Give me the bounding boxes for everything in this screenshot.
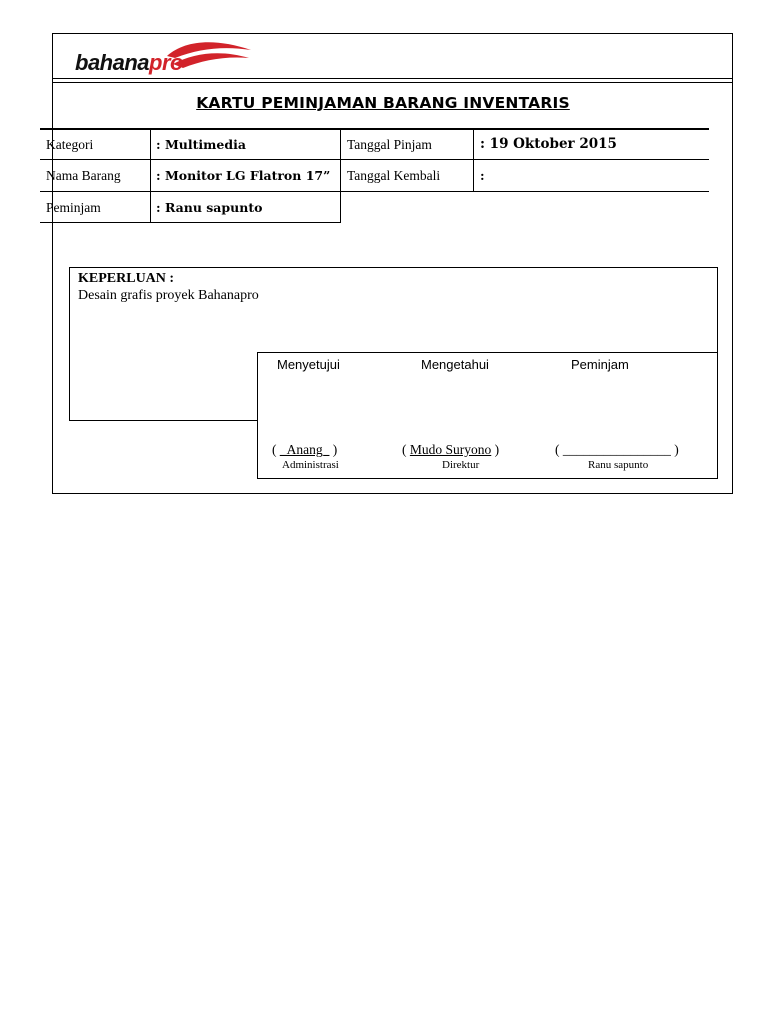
kategori-value: : Multimedia (156, 137, 246, 152)
table-column-divider (150, 129, 151, 222)
signature-heading-peminjam: Peminjam (571, 357, 629, 372)
tanggal-kembali-value: : (480, 168, 485, 183)
signature-role-administrasi: Administrasi (282, 459, 339, 471)
signature-blank: ________________ (562, 442, 671, 457)
logo-text (75, 50, 183, 76)
paren-open: ( (555, 442, 563, 457)
header-divider (53, 78, 733, 79)
tanggal-pinjam-label: Tanggal Pinjam (347, 137, 432, 152)
table-row-divider (40, 159, 709, 160)
table-top-border (40, 128, 709, 130)
header-divider (53, 82, 733, 83)
nama-barang-value: : Monitor LG Flatron 17” (156, 168, 331, 183)
peminjam-value: : Ranu sapunto (156, 200, 263, 215)
table-row-divider (40, 222, 341, 223)
signature-name-administrasi (272, 442, 337, 458)
signature-name-direktur (402, 442, 499, 458)
signature-name: _Anang_ (279, 442, 330, 457)
nama-barang-label: Nama Barang (46, 168, 121, 183)
signature-heading-menyetujui: Menyetujui (277, 357, 340, 372)
paren-open: ( (272, 442, 280, 457)
signature-role-direktur: Direktur (442, 459, 480, 471)
keperluan-text: Desain grafis proyek Bahanapro (78, 288, 259, 303)
table-column-divider (473, 129, 474, 191)
paren-close: ) (670, 442, 679, 457)
signature-heading-mengetahui: Mengetahui (421, 357, 489, 372)
peminjam-label: Peminjam (46, 200, 101, 215)
logo-text-bahana: bahana (75, 50, 150, 75)
bahanapro-logo (75, 40, 255, 82)
keperluan-heading: KEPERLUAN : (78, 271, 175, 286)
table-row-divider (40, 191, 709, 192)
signature-name-peminjam (555, 442, 679, 458)
page-title: KARTU PEMINJAMAN BARANG INVENTARIS (196, 94, 570, 112)
signature-name: Mudo Suryono (409, 442, 492, 457)
tanggal-kembali-label: Tanggal Kembali (347, 168, 441, 183)
paren-close: ) (491, 442, 500, 457)
logo-text-pro: pro (149, 50, 183, 75)
kategori-label: Kategori (46, 137, 94, 152)
signature-role-peminjam: Ranu sapunto (588, 459, 649, 471)
paren-close: ) (329, 442, 338, 457)
table-column-divider (340, 129, 341, 222)
tanggal-pinjam-value: : 19 Oktober 2015 (480, 136, 617, 152)
paren-open: ( (402, 442, 410, 457)
